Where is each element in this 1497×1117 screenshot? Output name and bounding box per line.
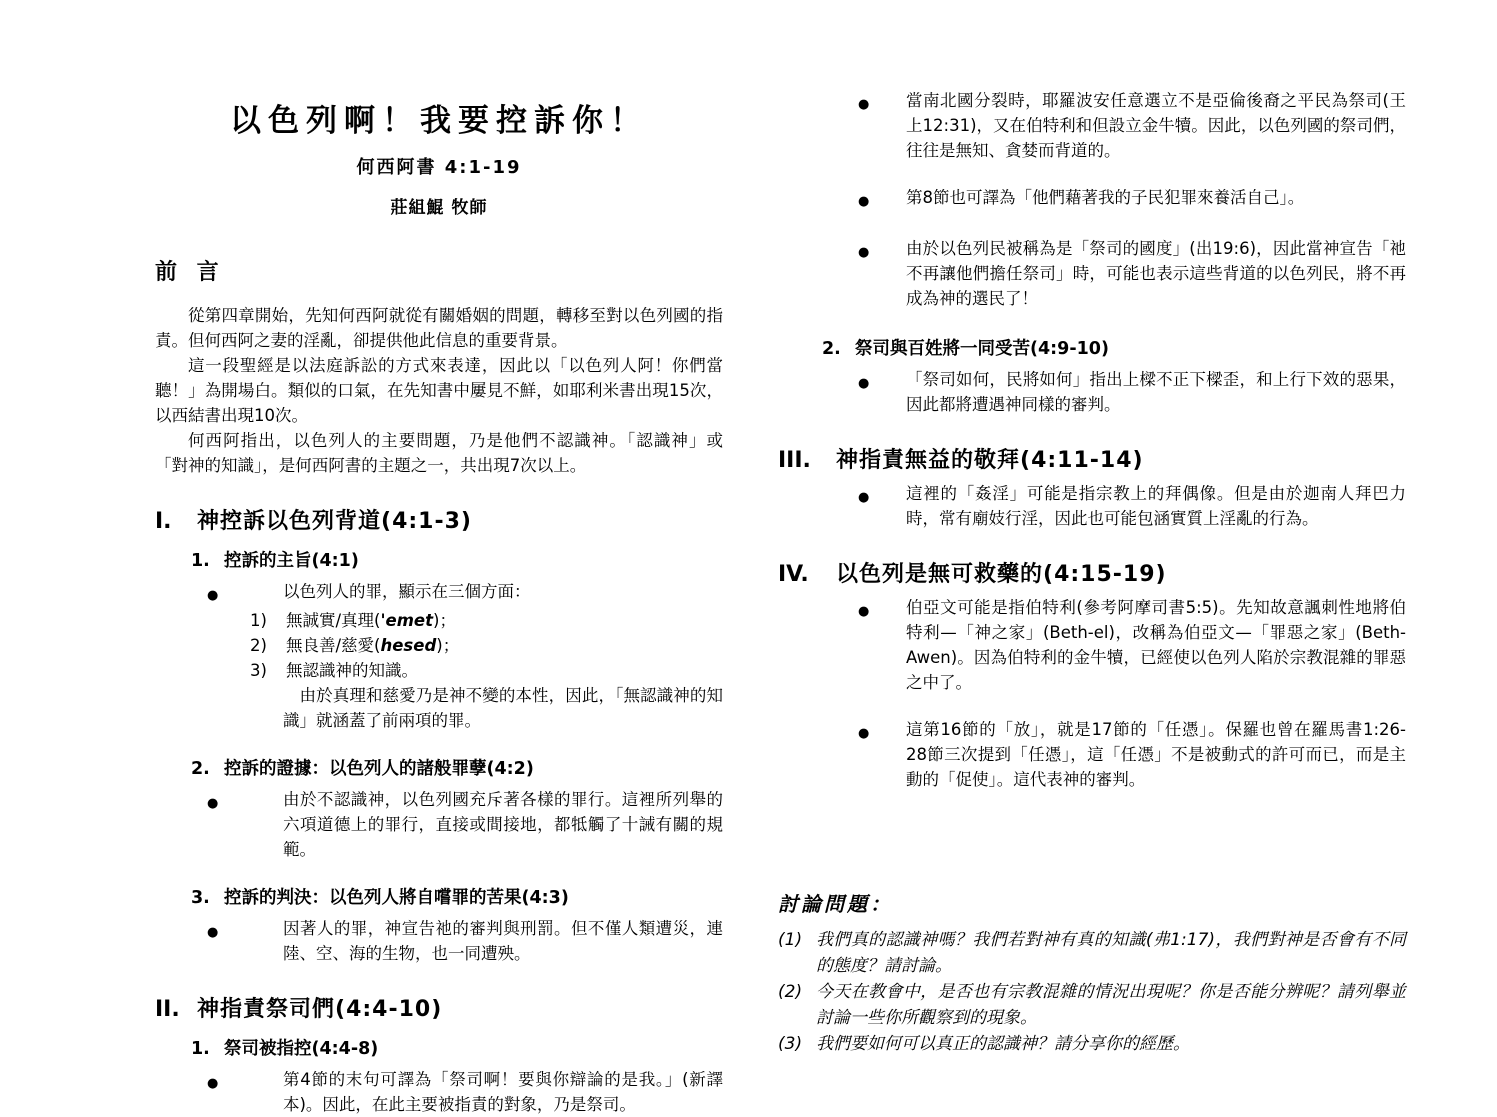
section-1-verse-ref: (4:1-3) [381, 509, 472, 534]
bullet-text: 「祭司如何，民將如何」指出上樑不正下樑歪，和上行下效的惡果，因此都將遭遇神同樣的審判。 [906, 370, 1406, 414]
sub-3-title-text: 控訴的判決：以色列人將自嚐罪的苦果 [224, 888, 522, 908]
numbered-item-1 [250, 608, 723, 633]
bullet-icon: ● [207, 1076, 219, 1091]
bullet-item [858, 481, 1406, 531]
section-2-numeral: II. [155, 997, 180, 1022]
bullet-item [207, 916, 723, 966]
section-2-title-text: 神指責祭司們 [197, 997, 336, 1022]
bullet-text: 由於不認識神，以色列國充斥著各樣的罪行。這裡所列舉的六項道德上的罪行，直接或間接地，都牴觸了十誡有關的規範。 [283, 790, 723, 859]
discussion-heading: 討論問題： [778, 892, 893, 916]
section-3-verse-ref: (4:11-14) [1020, 448, 1144, 473]
sub-1-verse-ref: (4:4-8) [311, 1039, 379, 1059]
item-number: 2) [250, 636, 267, 655]
bullet-item [858, 236, 1406, 311]
item-text [286, 658, 418, 683]
section-4-numeral: IV. [778, 562, 809, 587]
item-text [286, 608, 456, 633]
sub-3-title [224, 884, 569, 909]
question-text: 我們真的認識神嗎？我們若對神有真的知識(弗1:17)，我們對神是否會有不同的態度？請討論。 [816, 930, 1406, 976]
section-2-sub-2-heading [822, 335, 1406, 360]
section-3-numeral: III. [778, 448, 811, 473]
bullet-item [207, 787, 723, 862]
bullet-item [207, 579, 723, 608]
sub-2-title-text: 控訴的證據：以色列人的諸般罪孽 [224, 759, 487, 779]
item-text-post: )； [436, 636, 460, 655]
bullet-item [858, 88, 1406, 163]
section-2-title [197, 992, 442, 1023]
section-1-numeral: I. [155, 509, 172, 534]
section-1-sub-3-heading [191, 884, 723, 909]
bullet-icon: ● [858, 726, 870, 741]
bullet-text: 這第16節的「放」，就是17節的「任憑」。保羅也曾在羅馬書1:26-28節三次提到「任憑」，這「任憑」不是被動式的許可而已，而是主動的「促使」。這代表神的審判。 [906, 720, 1406, 789]
bullet-icon: ● [858, 376, 870, 391]
sub-2-verse-ref: (4:2) [486, 759, 534, 779]
numbered-item-2 [250, 633, 723, 658]
section-2-sub-1-heading [191, 1035, 723, 1060]
section-3-title [836, 443, 1144, 474]
bullet-icon: ● [858, 245, 870, 260]
section-3-title-text: 神指責無益的敬拜 [836, 448, 1021, 473]
section-4-title [836, 557, 1167, 588]
document-title: 以色列啊！我要控訴你！ [230, 103, 648, 139]
item-text-post: )； [433, 611, 456, 630]
item-text [286, 633, 459, 658]
bullet-text: 因著人的罪，神宣告祂的審判與刑罰。但不僅人類遭災，連陸、空、海的生物，也一同遭殃。 [283, 919, 723, 963]
item-text-pre: 無良善/慈愛( [286, 636, 381, 655]
sub-1-title-text: 控訴的主旨 [224, 551, 312, 571]
section-1-title [197, 504, 472, 535]
discussion-question-1 [778, 927, 1406, 979]
section-2-heading [155, 992, 723, 1023]
sub-2-number: 2. [191, 759, 210, 779]
bullet-item [858, 595, 1406, 695]
item-text-pre: 無認識神的知識。 [286, 661, 418, 680]
bullet-item [207, 1067, 723, 1117]
sub-2-number: 2. [822, 339, 841, 359]
section-4-verse-ref: (4:15-19) [1043, 562, 1167, 587]
sub-2-title [855, 335, 1109, 360]
section-1-title-text: 神控訴以色列背道 [197, 509, 382, 534]
sub-1-title-text: 祭司被指控 [224, 1039, 312, 1059]
sub-1-verse-ref: (4:1) [311, 551, 359, 571]
sub-3-number: 3. [191, 888, 210, 908]
item-text-pre: 無誠實/真理( [286, 611, 381, 630]
section-1-heading [155, 504, 723, 535]
sub-2-title-text: 祭司與百姓將一同受苦 [855, 339, 1030, 359]
bullet-text: 第4節的末句可譯為「祭司啊！要與你辯論的是我。」(新譯本)。因此，在此主要被指責的對象，乃是祭司。 [283, 1070, 723, 1114]
bullet-text: 第8節也可譯為「他們藉著我的子民犯罪來養活自己」。 [906, 188, 1305, 207]
bullet-text: 當南北國分裂時，耶羅波安任意選立不是亞倫後裔之平民為祭司(王上12:31)，又在伯特利和但設立金牛犢。因此，以色列國的祭司們，往往是無知、貪婪而背道的。 [906, 91, 1406, 160]
sub-1-title [224, 547, 359, 572]
section-4-heading [778, 557, 1406, 588]
section-1-sub-1-heading [191, 547, 723, 572]
preface-paragraph-2: 這一段聖經是以法庭訴訟的方式來表達，因此以「以色列人阿！你們當聽！」為開場白。類似的口氣，在先知書中屢見不鮮，如耶利米書出現15次，以西結書出現10次。 [155, 356, 723, 425]
section-4-title-text: 以色列是無可救藥的 [836, 562, 1044, 587]
question-number: (3) [778, 1034, 803, 1054]
bullet-text: 由於以色列民被稱為是「祭司的國度」(出19:6)，因此當神宣告「祂不再讓他們擔任祭司」時，可能也表示這些背道的以色列民，將不再成為神的選民了！ [906, 239, 1406, 308]
bullet-icon: ● [858, 97, 870, 112]
scripture-reference: 何西阿書 4:1-19 [356, 157, 522, 178]
explanatory-note: 由於真理和慈愛乃是神不變的本性，因此，「無認識神的知識」就涵蓋了前兩項的罪。 [283, 686, 723, 730]
bullet-item [858, 185, 1406, 214]
bullet-icon: ● [858, 490, 870, 505]
sub-2-verse-ref: (4:9-10) [1030, 339, 1109, 359]
bullet-icon: ● [858, 604, 870, 619]
bullet-text: 伯亞文可能是指伯特利(參考阿摩司書5:5)。先知故意諷刺性地將伯特利—「神之家」(Beth-el)，改稱為伯亞文—「罪惡之家」(Beth-Awen)。因為伯特利的金牛犢，已經使以色列人陷於宗教混雜的罪惡之中了。 [906, 598, 1406, 692]
bullet-icon: ● [207, 588, 219, 603]
preface-paragraph-1: 從第四章開始，先知何西阿就從有關婚姻的問題，轉移至對以色列國的指責。但何西阿之妻的淫亂，卻提供他此信息的重要背景。 [155, 306, 723, 350]
sub-1-number: 1. [191, 551, 210, 571]
bullet-item [858, 367, 1406, 417]
sub-2-title [224, 755, 534, 780]
section-1-sub-2-heading [191, 755, 723, 780]
sub-1-number: 1. [191, 1039, 210, 1059]
sub-1-title [224, 1035, 378, 1060]
preface-heading: 前 言 [155, 260, 225, 285]
left-column [155, 95, 723, 1117]
preface-paragraph-3: 何西阿指出，以色列人的主要問題，乃是他們不認識神。「認識神」或「對神的知識」，是何西阿書的主題之一，共出現7次以上。 [155, 431, 723, 475]
author-name: 莊組鯤 牧師 [390, 198, 488, 218]
bullet-icon: ● [858, 194, 870, 209]
bullet-text: 以色列人的罪，顯示在三個方面： [283, 582, 531, 601]
discussion-question-2 [778, 979, 1406, 1031]
section-3-heading [778, 443, 1406, 474]
question-number: (1) [778, 930, 803, 950]
hebrew-term: hesed [380, 636, 437, 655]
bullet-item [858, 717, 1406, 792]
question-text: 我們要如何可以真正的認識神？請分享你的經歷。 [816, 1034, 1190, 1054]
bullet-icon: ● [207, 925, 219, 940]
right-column [778, 88, 1406, 1057]
item-number: 3) [250, 661, 267, 680]
discussion-question-3 [778, 1031, 1406, 1057]
question-text: 今天在教會中，是否也有宗教混雜的情況出現呢？你是否能分辨呢？請列舉並討論一些你所觀察到的現象。 [816, 982, 1406, 1028]
numbered-item-3 [250, 658, 723, 683]
item-number: 1) [250, 611, 267, 630]
question-number: (2) [778, 982, 803, 1002]
sub-3-verse-ref: (4:3) [521, 888, 569, 908]
hebrew-term: 'emet [380, 611, 434, 630]
bullet-text: 這裡的「姦淫」可能是指宗教上的拜偶像。但是由於迦南人拜巴力時，常有廟妓行淫，因此也可能包涵實質上淫亂的行為。 [906, 484, 1406, 528]
bullet-icon: ● [207, 796, 219, 811]
section-2-verse-ref: (4:4-10) [335, 997, 443, 1022]
